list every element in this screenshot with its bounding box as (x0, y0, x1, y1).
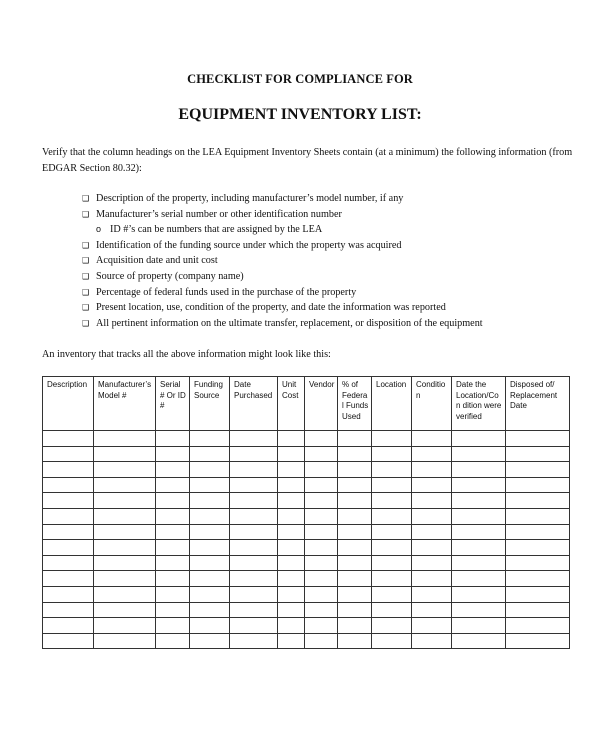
table-row (43, 602, 570, 618)
table-cell (338, 571, 372, 587)
checkbox-bullet-icon: ❑ (82, 318, 90, 328)
table-cell (156, 555, 190, 571)
table-cell (43, 633, 94, 649)
document-title-line1: CHECKLIST FOR COMPLIANCE FOR (187, 72, 413, 86)
table-cell (452, 633, 506, 649)
table-cell (43, 508, 94, 524)
intro-paragraph: Verify that the column headings on the LEA Equipment Inventory Sheets contain (at a minimum) the following information (from EDGAR Section 80.32): (42, 147, 573, 174)
checklist-item-text: Manufacturer’s serial number or other identification number (96, 208, 342, 220)
table-row (43, 571, 570, 587)
table-row (43, 493, 570, 509)
table-cell (412, 586, 452, 602)
table-cell (305, 586, 338, 602)
table-cell (190, 462, 230, 478)
table-cell (278, 431, 305, 447)
table-cell (338, 633, 372, 649)
table-cell (338, 524, 372, 540)
table-cell (230, 555, 278, 571)
table-cell (156, 540, 190, 556)
table-cell (278, 586, 305, 602)
table-cell (43, 477, 94, 493)
table-cell (94, 508, 156, 524)
table-cell (190, 508, 230, 524)
table-cell (338, 508, 372, 524)
table-cell (230, 633, 278, 649)
checkbox-bullet-icon: ❑ (82, 303, 90, 313)
table-cell (156, 602, 190, 618)
table-cell (190, 586, 230, 602)
table-cell (305, 446, 338, 462)
table-cell (43, 602, 94, 618)
checkbox-bullet-icon: ❑ (82, 256, 90, 266)
table-cell (412, 431, 452, 447)
checkbox-bullet-icon: ❑ (82, 271, 90, 281)
table-cell (452, 508, 506, 524)
table-cell (156, 477, 190, 493)
table-cell (278, 602, 305, 618)
table-cell (506, 618, 570, 634)
table-cell (190, 602, 230, 618)
table-cell (506, 446, 570, 462)
table-cell (506, 602, 570, 618)
table-cell (338, 618, 372, 634)
table-cell (278, 477, 305, 493)
table-cell (452, 571, 506, 587)
table-cell (338, 462, 372, 478)
table-cell (452, 586, 506, 602)
table-cell (190, 571, 230, 587)
table-cell (338, 586, 372, 602)
table-cell (94, 524, 156, 540)
table-cell (94, 571, 156, 587)
table-cell (156, 586, 190, 602)
table-cell (305, 602, 338, 618)
table-cell (94, 602, 156, 618)
table-cell (278, 508, 305, 524)
table-cell (305, 633, 338, 649)
table-cell (190, 431, 230, 447)
table-cell (506, 462, 570, 478)
table-cell (94, 586, 156, 602)
table-cell (230, 571, 278, 587)
table-cell (278, 571, 305, 587)
table-cell (338, 540, 372, 556)
table-cell (230, 540, 278, 556)
column-header: Manufacturer’s Model # (94, 377, 156, 431)
table-cell (190, 618, 230, 634)
table-cell (94, 493, 156, 509)
table-cell (190, 493, 230, 509)
checklist-item-text: Percentage of federal funds used in the purchase of the property (96, 286, 357, 298)
table-cell (190, 524, 230, 540)
table-cell (156, 618, 190, 634)
column-header: Serial # Or ID # (156, 377, 190, 431)
table-row (43, 477, 570, 493)
table-cell (412, 462, 452, 478)
table-cell (305, 524, 338, 540)
table-cell (506, 508, 570, 524)
table-cell (372, 586, 412, 602)
column-header: Funding Source (190, 377, 230, 431)
table-cell (452, 477, 506, 493)
table-cell (338, 493, 372, 509)
table-cell (506, 555, 570, 571)
table-cell (94, 462, 156, 478)
table-cell (305, 618, 338, 634)
table-cell (305, 571, 338, 587)
checklist-item-text: Identification of the funding source under which the property was acquired (96, 239, 402, 251)
table-cell (43, 571, 94, 587)
column-header: Vendor (305, 377, 338, 431)
table-cell (372, 555, 412, 571)
table-cell (305, 508, 338, 524)
table-cell (338, 446, 372, 462)
table-cell (372, 524, 412, 540)
table-cell (230, 524, 278, 540)
table-cell (506, 477, 570, 493)
column-header: Description (43, 377, 94, 431)
table-cell (190, 633, 230, 649)
table-cell (338, 431, 372, 447)
table-cell (412, 493, 452, 509)
table-cell (278, 524, 305, 540)
checklist-item-text: All pertinent information on the ultimate transfer, replacement, or disposition of the equipment (96, 317, 483, 329)
table-cell (190, 446, 230, 462)
table-cell (230, 586, 278, 602)
table-cell (43, 586, 94, 602)
table-cell (43, 540, 94, 556)
table-cell (506, 540, 570, 556)
table-cell (94, 555, 156, 571)
table-cell (412, 446, 452, 462)
table-cell (372, 431, 412, 447)
table-cell (412, 602, 452, 618)
column-header: Unit Cost (278, 377, 305, 431)
table-cell (452, 462, 506, 478)
table-cell (506, 431, 570, 447)
checklist-item-text: Present location, use, condition of the property, and date the information was reported (96, 302, 446, 314)
table-body (43, 431, 570, 649)
table-cell (278, 493, 305, 509)
checklist-item-text: Source of property (company name) (96, 270, 244, 282)
table-cell (305, 462, 338, 478)
table-cell (278, 555, 305, 571)
table-cell (372, 477, 412, 493)
table-cell (338, 602, 372, 618)
table-cell (452, 618, 506, 634)
table-cell (305, 493, 338, 509)
table-cell (156, 462, 190, 478)
table-cell (372, 571, 412, 587)
checkbox-bullet-icon: ❑ (82, 209, 90, 219)
column-header: % of Federal Funds Used (338, 377, 372, 431)
table-cell (230, 462, 278, 478)
table-cell (372, 618, 412, 634)
table-cell (94, 633, 156, 649)
table-cell (278, 446, 305, 462)
column-header: Disposed of/ Replacement Date (506, 377, 570, 431)
table-cell (338, 555, 372, 571)
table-cell (506, 524, 570, 540)
table-cell (412, 524, 452, 540)
table-cell (156, 431, 190, 447)
checkbox-bullet-icon: ❑ (82, 194, 90, 203)
checkbox-bullet-icon: ❑ (82, 287, 90, 297)
document-title-line2: EQUIPMENT INVENTORY LIST: (178, 106, 422, 123)
table-cell (305, 555, 338, 571)
table-cell (156, 524, 190, 540)
table-cell (372, 508, 412, 524)
table-cell (452, 540, 506, 556)
table-cell (452, 524, 506, 540)
column-header: Location (372, 377, 412, 431)
table-cell (372, 602, 412, 618)
table-cell (506, 493, 570, 509)
table-cell (412, 540, 452, 556)
table-cell (190, 540, 230, 556)
table-row (43, 618, 570, 634)
table-cell (412, 618, 452, 634)
table-cell (305, 540, 338, 556)
checklist-item-text: ID #’s can be numbers that are assigned by the LEA (110, 224, 323, 236)
checklist-item-text: Acquisition date and unit cost (96, 255, 218, 267)
table-cell (94, 477, 156, 493)
table-header-row (43, 377, 570, 431)
table-cell (156, 493, 190, 509)
table-cell (43, 446, 94, 462)
table-cell (372, 493, 412, 509)
table-row (43, 540, 570, 556)
table-cell (372, 540, 412, 556)
table-cell (156, 508, 190, 524)
table-cell (305, 431, 338, 447)
table-cell (506, 633, 570, 649)
table-cell (230, 618, 278, 634)
checklist-item-text: Description of the property, including manufacturer’s model number, if any (96, 193, 404, 204)
table-cell (412, 571, 452, 587)
table-cell (190, 555, 230, 571)
table-row (43, 524, 570, 540)
table-cell (156, 446, 190, 462)
table-cell (412, 508, 452, 524)
table-cell (43, 555, 94, 571)
table-cell (43, 524, 94, 540)
table-cell (94, 446, 156, 462)
table-cell (372, 462, 412, 478)
table-lead-text: An inventory that tracks all the above information might look like this: (42, 349, 331, 360)
table-cell (452, 431, 506, 447)
table-cell (278, 540, 305, 556)
table-cell (305, 477, 338, 493)
table-cell (452, 555, 506, 571)
table-cell (412, 555, 452, 571)
table-cell (506, 571, 570, 587)
inventory-table (42, 376, 570, 649)
table-cell (43, 493, 94, 509)
sub-bullet-icon: o (96, 224, 102, 235)
table-cell (412, 633, 452, 649)
table-cell (230, 602, 278, 618)
table-cell (190, 477, 230, 493)
table-cell (230, 446, 278, 462)
column-header: Date the Location/Con dition were verified (452, 377, 506, 431)
table-cell (372, 633, 412, 649)
table-cell (338, 477, 372, 493)
table-cell (43, 462, 94, 478)
table-cell (230, 477, 278, 493)
table-cell (94, 431, 156, 447)
table-cell (278, 633, 305, 649)
table-cell (452, 602, 506, 618)
table-row (43, 431, 570, 447)
table-cell (94, 618, 156, 634)
column-header: Condition (412, 377, 452, 431)
table-row (43, 555, 570, 571)
table-row (43, 508, 570, 524)
table-cell (94, 540, 156, 556)
table-cell (452, 446, 506, 462)
table-cell (372, 446, 412, 462)
table-cell (506, 586, 570, 602)
table-cell (278, 618, 305, 634)
table-cell (230, 493, 278, 509)
table-row (43, 633, 570, 649)
checkbox-bullet-icon: ❑ (82, 240, 90, 250)
table-cell (43, 431, 94, 447)
table-cell (278, 462, 305, 478)
table-row (43, 446, 570, 462)
table-cell (412, 477, 452, 493)
table-cell (43, 618, 94, 634)
table-cell (452, 493, 506, 509)
table-cell (230, 431, 278, 447)
table-cell (156, 633, 190, 649)
table-cell (230, 508, 278, 524)
table-cell (156, 571, 190, 587)
table-row (43, 462, 570, 478)
column-header: Date Purchased (230, 377, 278, 431)
table-row (43, 586, 570, 602)
